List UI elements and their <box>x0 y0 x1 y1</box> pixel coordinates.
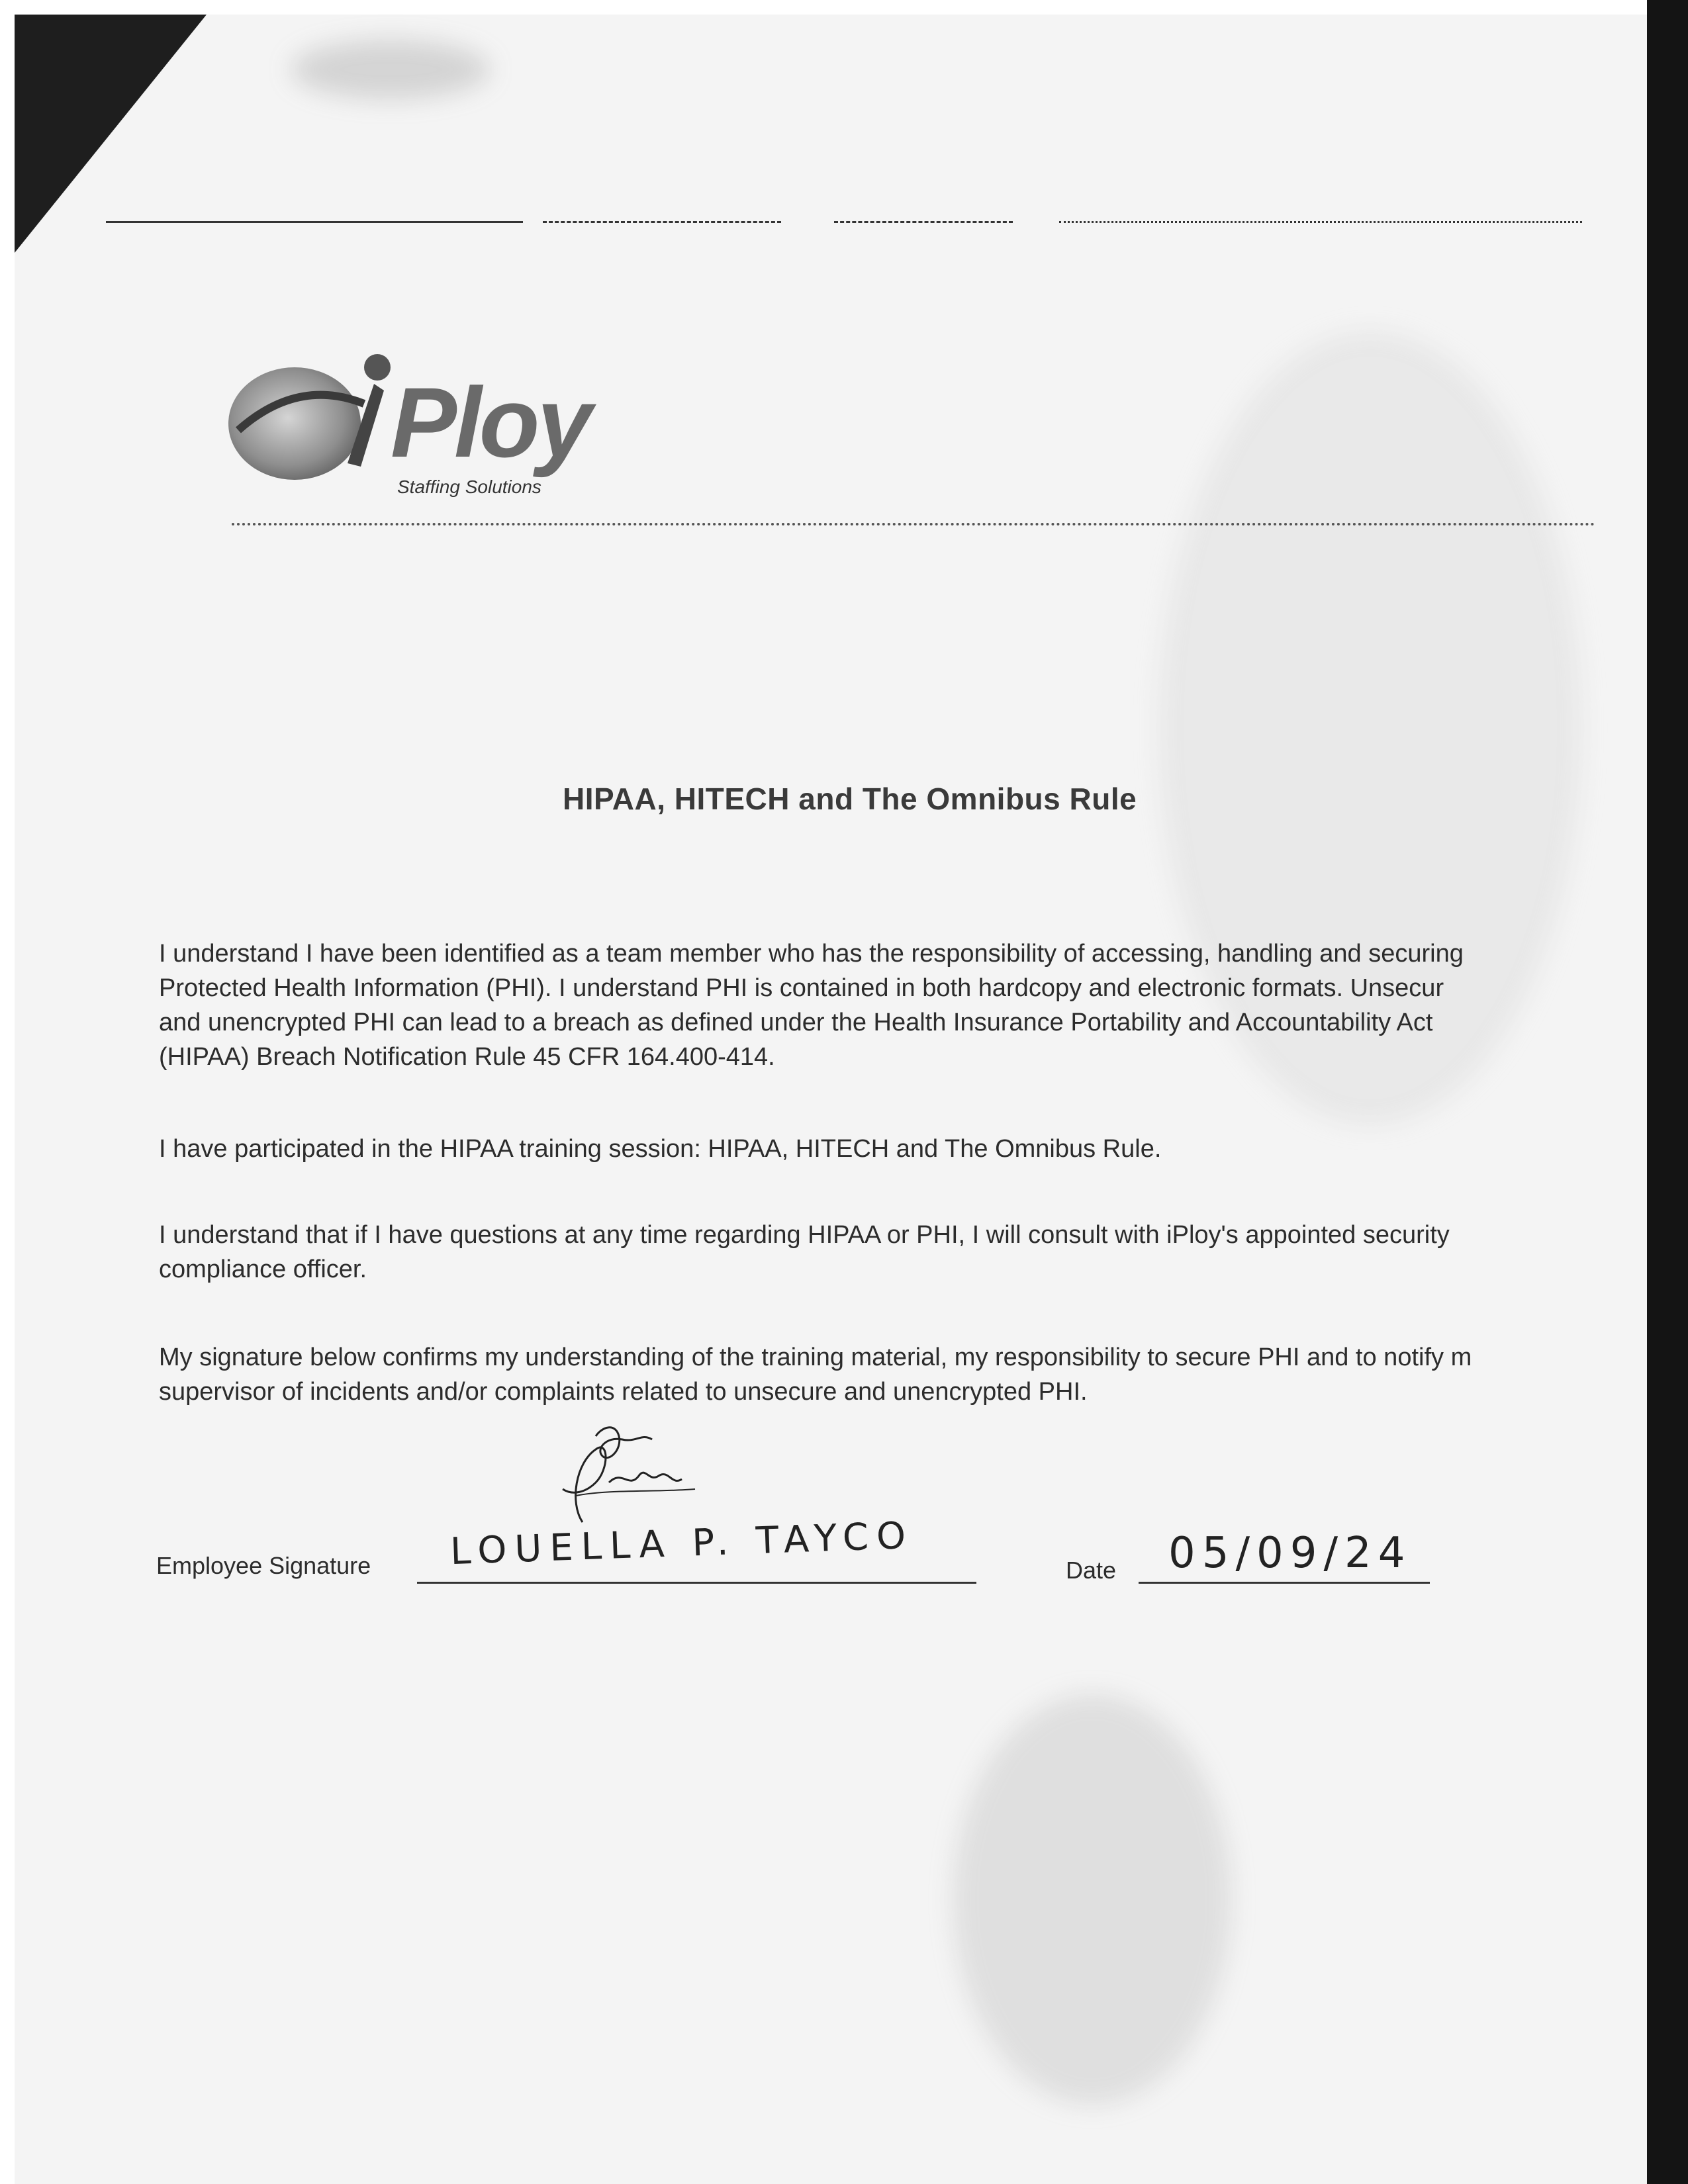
date-label: Date <box>1066 1557 1117 1584</box>
logo-tagline: Staffing Solutions <box>397 477 541 497</box>
paragraph-line: compliance officer. <box>159 1255 367 1283</box>
header-rule <box>1059 221 1582 223</box>
paragraph-line: I understand that if I have questions at any time regarding HIPAA or PHI, I will consult with iPloy's appointed security <box>159 1221 1450 1249</box>
company-logo <box>225 351 702 523</box>
globe-logo-icon <box>225 351 702 483</box>
header-rule <box>106 221 523 223</box>
date-line <box>1139 1582 1430 1584</box>
paragraph-responsibility <box>159 936 1618 1074</box>
header-rule <box>834 221 1013 223</box>
signed-date: 05/09/24 <box>1168 1529 1412 1578</box>
employee-signature-line <box>417 1582 976 1584</box>
employee-printed-name: LOUELLA P. TAYCO <box>449 1514 915 1574</box>
paragraph-line: and unencrypted PHI can lead to a breach as defined under the Health Insurance Portability and Accountability Act <box>159 1009 1433 1036</box>
paragraph-signature-confirmation <box>159 1340 1618 1409</box>
handwritten-signature <box>510 1423 722 1535</box>
paragraph-line: I have participated in the HIPAA training session: HIPAA, HITECH and The Omnibus Rule. <box>159 1135 1162 1163</box>
scan-border-right <box>1647 0 1688 2184</box>
paragraph-line: (HIPAA) Breach Notification Rule 45 CFR 164.400-414. <box>159 1043 775 1071</box>
paragraph-line: supervisor of incidents and/or complaints related to unsecure and unencrypted PHI. <box>159 1378 1088 1406</box>
scan-smudge <box>291 40 490 99</box>
header-rule <box>543 221 781 223</box>
employee-signature-label: Employee Signature <box>156 1552 371 1579</box>
scan-border-top <box>0 0 1688 15</box>
folded-corner <box>15 15 220 266</box>
paragraph-line: Protected Health Information (PHI). I understand PHI is contained in both hardcopy and electronic formats. Unsecur <box>159 974 1444 1002</box>
scan-border-left <box>0 0 15 2184</box>
paragraph-questions <box>159 1218 1618 1287</box>
svg-text:Ploy: Ploy <box>391 367 590 478</box>
logo-dotted-divider <box>232 523 1595 525</box>
document-title: HIPAA, HITECH and The Omnibus Rule <box>563 782 1137 816</box>
paragraph-line: I understand I have been identified as a team member who has the responsibility of accessing, handling and securing <box>159 940 1464 968</box>
paragraph-line: My signature below confirms my understanding of the training material, my responsibility to secure PHI and to notify m <box>159 1343 1472 1371</box>
paragraph-training <box>159 1132 1618 1166</box>
scan-smudge <box>953 1694 1231 2105</box>
